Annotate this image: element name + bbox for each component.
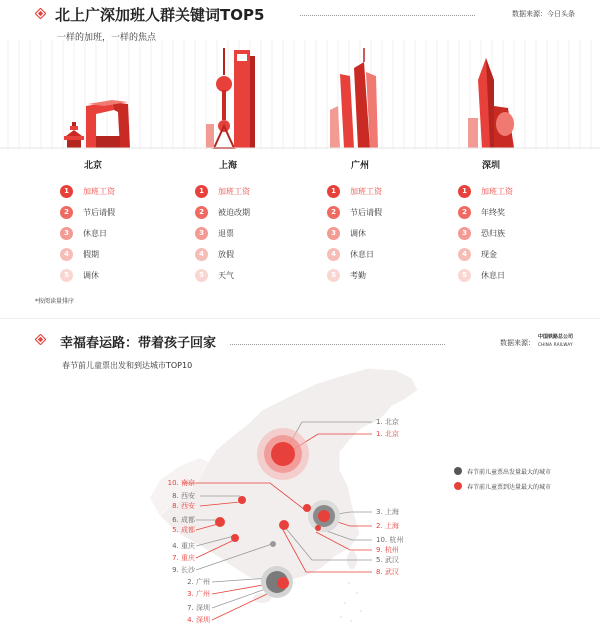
map-label-left: 4. 深圳: [187, 616, 210, 624]
keyword-label: 退票: [218, 228, 234, 238]
rank-badge: 4: [327, 248, 340, 261]
shenzhen-landmark-icon: [468, 58, 514, 148]
legend-arrive-icon: [454, 482, 462, 490]
rank-badge: 1: [458, 185, 471, 198]
keyword-label: 假期: [83, 249, 99, 259]
rank-badge: 2: [60, 206, 73, 219]
keyword-row: [327, 267, 366, 283]
keyword-row: [60, 246, 99, 262]
keyword-label: 休息日: [83, 228, 107, 238]
keyword-row: [195, 267, 234, 283]
rank-badge: 5: [458, 269, 471, 282]
keyword-label: 休息日: [350, 249, 374, 259]
map-label-right: 2. 上海: [376, 522, 399, 530]
keyword-row: [458, 225, 505, 241]
city-name: 深圳: [481, 161, 500, 171]
keyword-row: [195, 204, 250, 220]
beijing-marker: [257, 428, 309, 480]
keyword-label: 天气: [218, 270, 234, 280]
nanjing-marker: [303, 504, 311, 512]
keyword-row: [327, 225, 366, 241]
keyword-label: 恐归族: [481, 228, 505, 238]
map-label-left: 7. 重庆: [172, 554, 195, 562]
map-label-left: 6. 成都: [172, 516, 195, 524]
footnote: *按阅读量排序: [35, 298, 75, 305]
keyword-label: 被迫改期: [218, 207, 250, 217]
keyword-label: 休息日: [481, 270, 505, 280]
rank-badge: 1: [60, 185, 73, 198]
keyword-label: 加班工资: [83, 186, 115, 196]
map-label-left: 8. 西安: [172, 492, 195, 500]
keyword-label: 加班工资: [481, 186, 513, 196]
rank-badge: 3: [60, 227, 73, 240]
map-label-right: 5. 武汉: [376, 556, 399, 564]
keyword-label: 加班工资: [350, 186, 382, 196]
guangdong-marker: [261, 566, 293, 598]
keyword-label: 考勤: [350, 270, 366, 280]
rank-badge: 5: [327, 269, 340, 282]
rank-badge: 5: [60, 269, 73, 282]
rank-badge: 5: [195, 269, 208, 282]
rank-badge: 4: [195, 248, 208, 261]
rank-badge: 1: [195, 185, 208, 198]
section-title: 幸福春运路：带着孩子回家: [60, 336, 217, 351]
rank-badge: 1: [327, 185, 340, 198]
section-divider: [0, 318, 600, 319]
city-name: 上海: [218, 161, 237, 171]
map-label-left: 3. 广州: [187, 590, 210, 598]
page-subtitle: 一样的加班，一样的焦点: [57, 33, 157, 43]
map-label-right: 10. 杭州: [376, 536, 404, 544]
map-label-left: 7. 深圳: [187, 604, 210, 612]
section2: [0, 320, 600, 642]
keyword-row: [327, 183, 382, 199]
legend-arrive-label: 春节前儿童票到达量最大的城市: [467, 484, 552, 491]
keyword-row: [195, 225, 234, 241]
keyword-label: 调休: [83, 270, 99, 280]
rank-badge: 2: [195, 206, 208, 219]
page-title: 北上广深加班人群关键词TOP5: [55, 6, 265, 24]
wuhan-marker: [279, 520, 289, 530]
keyword-label: 现金: [481, 249, 497, 259]
legend-depart-label: 春节前儿童票出发量最大的城市: [467, 469, 552, 476]
map-label-left: 5. 成都: [172, 526, 195, 534]
map-label-left: 10. 南京: [167, 479, 195, 487]
map-label-left: 2. 广州: [187, 578, 210, 586]
section1: [0, 0, 600, 320]
keyword-row: [458, 267, 505, 283]
rank-badge: 3: [195, 227, 208, 240]
city-name: 北京: [83, 161, 102, 171]
section-subtitle: 春节前儿童票出发和到达城市TOP10: [62, 361, 193, 370]
keyword-label: 加班工资: [218, 186, 250, 196]
map-label-right: 9. 杭州: [376, 546, 399, 554]
keyword-row: [458, 204, 505, 220]
map-label-left: 4. 重庆: [172, 542, 195, 550]
map-label-right: 1. 北京: [376, 430, 399, 438]
header-divider: [300, 15, 475, 17]
hangzhou-marker: [315, 525, 321, 531]
keyword-row: [195, 183, 250, 199]
keyword-row: [60, 183, 115, 199]
china-railway-logo: 中国铁路总公司 CHINA RAILWAY: [538, 334, 574, 347]
map-label-right: 8. 武汉: [376, 568, 399, 576]
keyword-label: 节后请假: [83, 207, 115, 217]
rank-badge: 2: [458, 206, 471, 219]
keyword-label: 节后请假: [350, 207, 382, 217]
keyword-label: 放假: [218, 249, 234, 259]
rank-badge: 2: [327, 206, 340, 219]
guangzhou-landmark-icon: [330, 48, 378, 148]
keyword-row: [458, 183, 513, 199]
source-label: 数据来源：: [500, 339, 535, 347]
keyword-row: [195, 246, 234, 262]
chengdu-marker: [215, 517, 225, 527]
map-label-right: 3. 上海: [376, 508, 399, 516]
keyword-label: 年终奖: [481, 207, 505, 217]
xian-marker: [238, 496, 246, 504]
map-label-right: 1. 北京: [376, 418, 399, 426]
rank-badge: 4: [458, 248, 471, 261]
map-label-left: 8. 西安: [172, 502, 195, 510]
keyword-row: [60, 204, 115, 220]
city-name: 广州: [350, 161, 369, 171]
keyword-row: [327, 246, 374, 262]
keyword-row: [458, 246, 497, 262]
map-label-left: 9. 长沙: [172, 566, 195, 574]
rank-badge: 3: [327, 227, 340, 240]
south-sea-islands: [340, 582, 362, 622]
legend-depart-icon: [454, 467, 462, 475]
chongqing-marker: [231, 534, 239, 542]
china-map: [0, 320, 600, 642]
shanghai-marker: [308, 500, 340, 532]
keyword-row: [60, 267, 99, 283]
diamond-logo-icon: [35, 8, 46, 19]
keyword-label: 调休: [350, 228, 366, 238]
skyline-illustration: [0, 40, 600, 152]
shanghai-landmark-icon: [206, 48, 255, 148]
keyword-row: [327, 204, 382, 220]
rank-badge: 4: [60, 248, 73, 261]
changsha-marker: [270, 541, 276, 547]
rank-badge: 3: [458, 227, 471, 240]
keyword-row: [60, 225, 107, 241]
source-label: 数据来源：今日头条: [512, 10, 575, 18]
beijing-landmark-icon: [64, 100, 130, 148]
